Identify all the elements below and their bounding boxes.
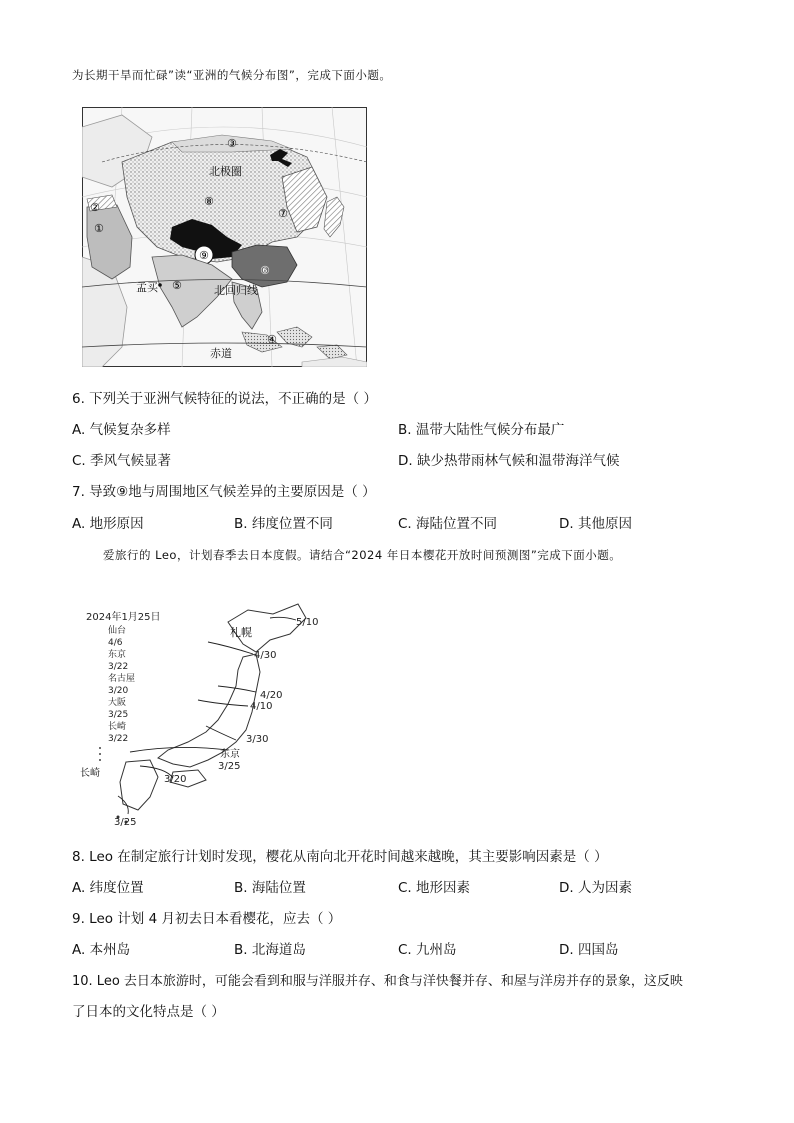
q8-option-a[interactable]: A. 纬度位置 bbox=[72, 880, 144, 896]
q8-stem: 8. Leo 在制定旅行计划时发现，樱花从南向北开花时间越来越晚，其主要影响因素是（ ） bbox=[72, 849, 608, 865]
label-n6: ⑥ bbox=[260, 264, 270, 277]
legend-date: 2024年1月25日 bbox=[86, 612, 161, 623]
intro-text-2: 爱旅行的 Leo，计划春季去日本度假。请结合“2024 年日本樱花开放时间预测图”完成下面小题。 bbox=[103, 548, 622, 562]
legend-nagoya: 名古屋 bbox=[108, 674, 136, 684]
q9-option-a[interactable]: A. 本州岛 bbox=[72, 942, 131, 958]
legend-osaka-date: 3/25 bbox=[108, 710, 129, 720]
honshu-island bbox=[158, 654, 260, 767]
isoline-label-4-30: 4/30 bbox=[254, 650, 277, 661]
city-tokyo: 东京 bbox=[220, 749, 240, 760]
label-n9: ⑨ bbox=[199, 249, 209, 262]
q7-option-a[interactable]: A. 地形原因 bbox=[72, 516, 144, 532]
legend-nagoya-date: 3/20 bbox=[108, 686, 129, 696]
label-n4: ④ bbox=[267, 333, 277, 346]
asia-climate-map bbox=[82, 107, 367, 367]
q9-stem: 9. Leo 计划 4 月初去日本看樱花，应去（ ） bbox=[72, 911, 342, 927]
q8-option-d[interactable]: D. 人为因素 bbox=[559, 880, 632, 896]
legend-osaka: 大阪 bbox=[108, 698, 127, 708]
isoline-label-4-20: 4/20 bbox=[260, 690, 283, 701]
q6-option-b[interactable]: B. 温带大陆性气候分布最广 bbox=[398, 422, 565, 438]
isoline-label-3-25: 3/25 bbox=[218, 761, 241, 772]
isoline-label-3-20: 3/20 bbox=[164, 774, 187, 785]
label-n5: ⑤ bbox=[172, 279, 182, 292]
q9-option-c[interactable]: C. 九州岛 bbox=[398, 942, 457, 958]
q8-option-b[interactable]: B. 海陆位置 bbox=[234, 880, 306, 896]
q6-option-a[interactable]: A. 气候复杂多样 bbox=[72, 422, 171, 438]
label-tropic: 北回归线 bbox=[214, 284, 258, 297]
isoline-label-3-30: 3/30 bbox=[246, 734, 269, 745]
isoline-label-5-10: 5/10 bbox=[296, 617, 319, 628]
label-n1: ① bbox=[94, 222, 104, 235]
q10-stem-line1: 10. Leo 去日本旅游时，可能会看到和服与洋服并存、和食与洋快餐并存、和屋与洋房并存的景象，这反映 bbox=[72, 974, 683, 989]
q9-option-b[interactable]: B. 北海道岛 bbox=[234, 942, 306, 958]
legend-tokyo: 东京 bbox=[108, 650, 127, 660]
q10-stem-line2: 了日本的文化特点是（ ） bbox=[72, 1004, 225, 1020]
q8-option-c[interactable]: C. 地形因素 bbox=[398, 880, 471, 896]
label-mumbai: 孟买 bbox=[136, 281, 158, 294]
q7-option-b[interactable]: B. 纬度位置不同 bbox=[234, 516, 333, 532]
legend-nagasaki: 长崎 bbox=[108, 722, 127, 732]
city-sapporo: 札幌 bbox=[230, 626, 252, 639]
label-equator: 赤道 bbox=[210, 347, 232, 360]
label-n2: ② bbox=[90, 201, 100, 214]
label-n8: ⑧ bbox=[204, 195, 214, 208]
q7-option-c[interactable]: C. 海陆位置不同 bbox=[398, 516, 498, 532]
q6-option-c[interactable]: C. 季风气候显著 bbox=[72, 453, 172, 469]
legend-sendai-date: 4/6 bbox=[108, 638, 123, 648]
q7-option-d[interactable]: D. 其他原因 bbox=[559, 516, 632, 532]
japan-sakura-map bbox=[78, 582, 338, 832]
mumbai-dot bbox=[158, 283, 162, 287]
q9-option-d[interactable]: D. 四国岛 bbox=[559, 942, 619, 958]
city-nagasaki: 长崎 bbox=[80, 768, 100, 779]
label-n3: ③ bbox=[227, 137, 237, 150]
q6-option-d[interactable]: D. 缺少热带雨林气候和温带海洋气候 bbox=[398, 453, 620, 469]
isoline-label-3-25-south: 3/25 bbox=[114, 817, 137, 828]
legend-nagasaki-date: 3/22 bbox=[108, 734, 129, 744]
q6-stem: 6. 下列关于亚洲气候特征的说法，不正确的是（ ） bbox=[72, 391, 377, 407]
isoline-label-4-10: 4/10 bbox=[250, 701, 273, 712]
label-n7: ⑦ bbox=[278, 207, 288, 220]
legend-sendai: 仙台 bbox=[108, 626, 127, 636]
intro-text-1: 为长期干旱而忙碌”读“亚洲的气候分布图”，完成下面小题。 bbox=[72, 68, 392, 82]
legend-tokyo-date: 3/22 bbox=[108, 662, 129, 672]
q7-stem: 7. 导致⑨地与周围地区气候差异的主要原因是（ ） bbox=[72, 484, 376, 500]
label-arctic-circle: 北极圈 bbox=[209, 165, 242, 178]
